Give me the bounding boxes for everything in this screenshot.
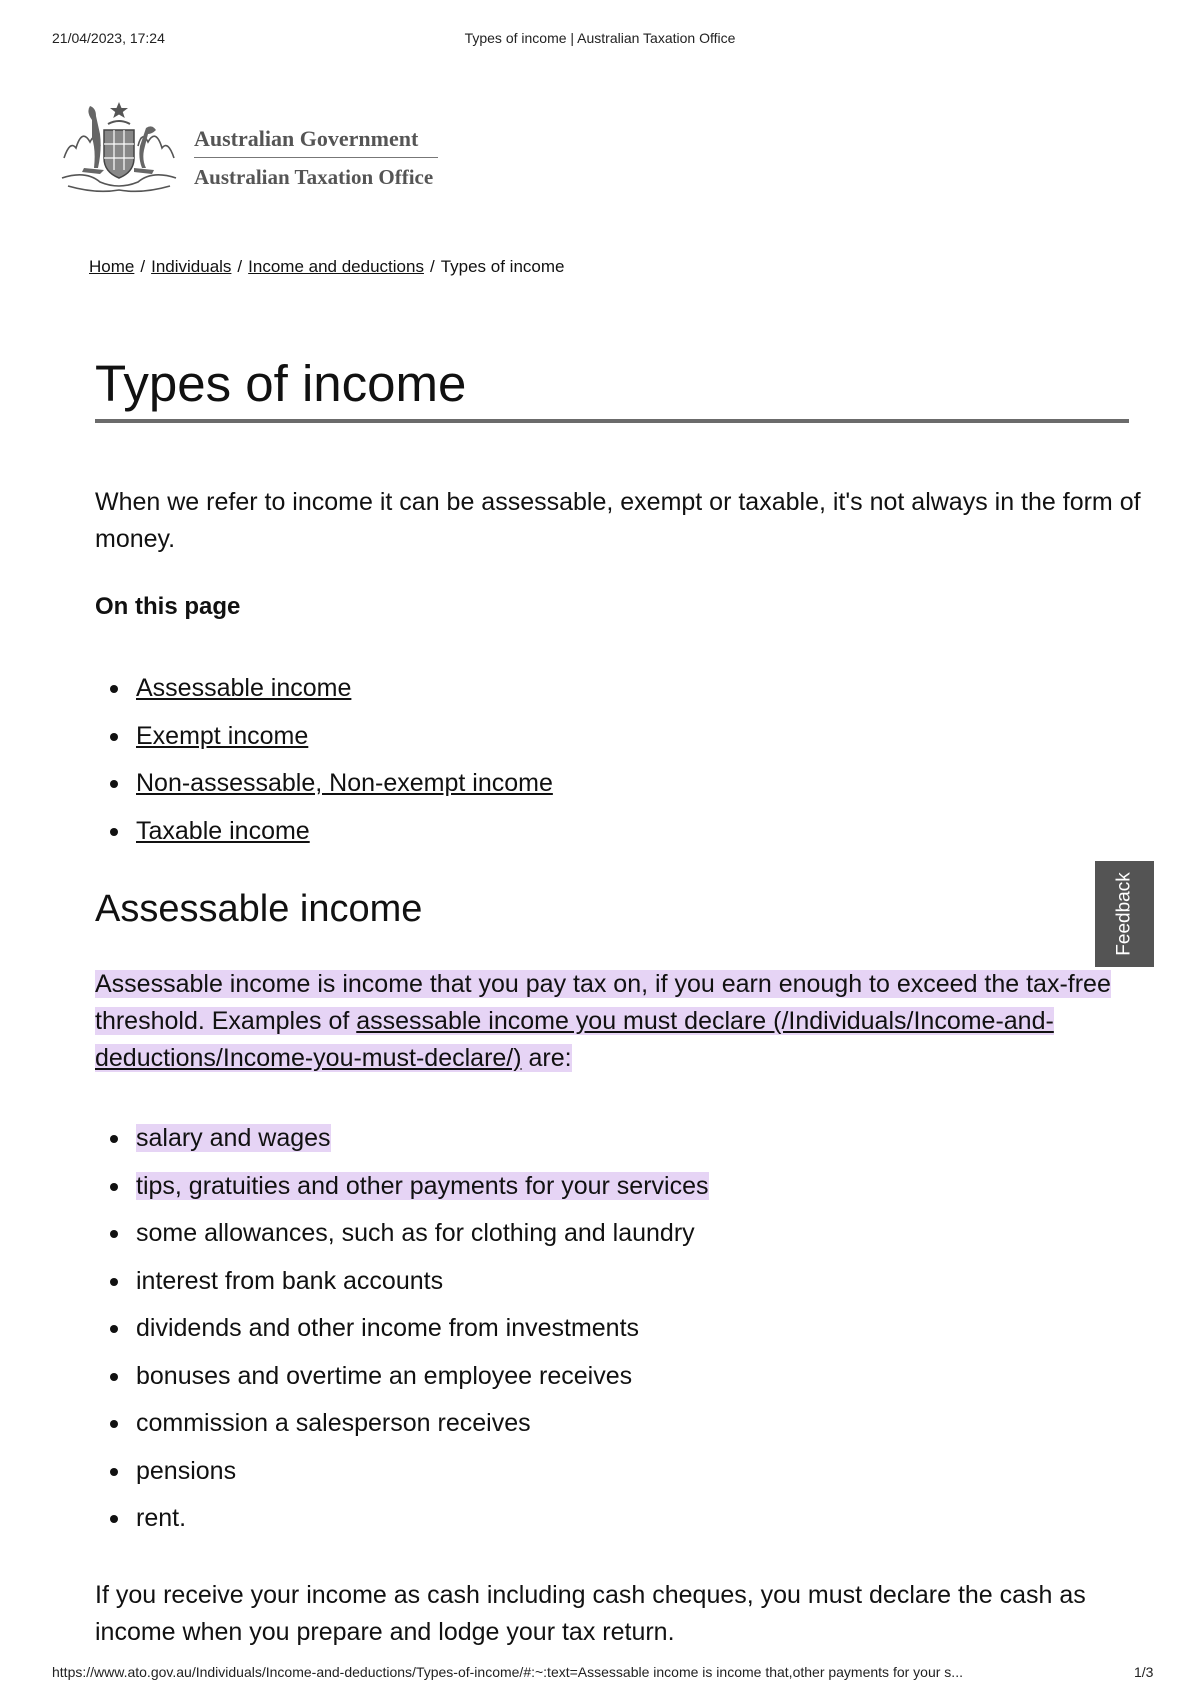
list-item-text: interest from bank accounts	[136, 1266, 444, 1295]
agency-logo[interactable]	[56, 98, 446, 198]
breadcrumb-current: Types of income	[440, 257, 565, 276]
assessable-income-link[interactable]: assessable income you must declare (/Individuals/Income-and-deductions/Income-you-must-declare/)	[95, 1007, 1054, 1072]
toc-link-exempt-income[interactable]: Exempt income	[136, 721, 309, 750]
print-datetime: 21/04/2023, 17:24	[52, 30, 165, 46]
assessable-income-list	[95, 1120, 709, 1548]
breadcrumb-home[interactable]: Home	[89, 257, 135, 276]
on-this-page-heading: On this page	[95, 593, 241, 620]
highlighted-text: Assessable income is income that you pay tax on, if you earn enough to exceed the tax-free threshold. Examples of	[95, 970, 1111, 1035]
title-divider	[95, 419, 1129, 423]
print-page-number: 1/3	[1134, 1664, 1154, 1680]
toc-item	[95, 765, 553, 813]
assessable-income-heading: Assessable income	[95, 888, 423, 930]
list-item	[95, 1168, 709, 1216]
toc-item	[95, 670, 553, 718]
feedback-button[interactable]	[1095, 861, 1154, 967]
intro-paragraph: When we refer to income it can be assessable, exempt or taxable, it's not always in the form of money.	[95, 488, 1141, 553]
list-item-text: some allowances, such as for clothing and laundry	[136, 1219, 695, 1247]
breadcrumb-separator: /	[237, 257, 243, 276]
list-item-text: rent.	[136, 1504, 187, 1532]
print-document-title: Types of income | Australian Taxation Office	[464, 30, 736, 46]
list-item	[95, 1310, 709, 1358]
list-item	[95, 1405, 709, 1453]
toc-item	[95, 718, 553, 766]
on-this-page-list	[95, 670, 553, 860]
list-item-text: dividends and other income from investments	[136, 1314, 640, 1342]
toc-item	[95, 813, 553, 861]
breadcrumb-individuals[interactable]: Individuals	[151, 257, 232, 276]
list-item	[95, 1358, 709, 1406]
logo-divider	[194, 157, 438, 158]
highlighted-text: are:	[521, 1044, 572, 1072]
toc-link-taxable-income[interactable]: Taxable income	[136, 816, 310, 845]
list-item-text: tips, gratuities and other payments for your services	[136, 1171, 709, 1200]
logo-agency-text: Australian Taxation Office	[194, 165, 434, 189]
breadcrumb-separator: /	[429, 257, 435, 276]
coat-of-arms-icon	[56, 98, 182, 196]
list-item	[95, 1215, 709, 1263]
print-url: https://www.ato.gov.au/Individuals/Income-and-deductions/Types-of-income/#:~:text=Assessable income is income that,other payments for your s...	[52, 1664, 963, 1680]
toc-link-assessable-income[interactable]: Assessable income	[136, 674, 352, 702]
breadcrumb	[89, 257, 564, 277]
list-item-text: commission a salesperson receives	[136, 1409, 531, 1437]
list-item-text: salary and wages	[136, 1124, 331, 1152]
toc-link-non-assessable-non-exempt-income[interactable]: Non-assessable, Non-exempt income	[136, 769, 553, 797]
list-item-text: bonuses and overtime an employee receives	[136, 1361, 633, 1390]
feedback-label: Feedback	[1113, 872, 1135, 956]
breadcrumb-income-and-deductions[interactable]: Income and deductions	[248, 257, 424, 276]
assessable-income-paragraph	[95, 966, 1155, 1077]
page-title: Types of income	[95, 355, 467, 412]
breadcrumb-separator: /	[140, 257, 146, 276]
list-item	[95, 1453, 709, 1501]
list-item-text: pensions	[136, 1456, 237, 1485]
cash-income-paragraph: If you receive your income as cash including cash cheques, you must declare the cash as income when you prepare and lodge your tax return.	[95, 1581, 1086, 1646]
list-item	[95, 1263, 709, 1311]
list-item	[95, 1120, 709, 1168]
logo-government-text: Australian Government	[194, 126, 419, 151]
list-item	[95, 1500, 709, 1548]
